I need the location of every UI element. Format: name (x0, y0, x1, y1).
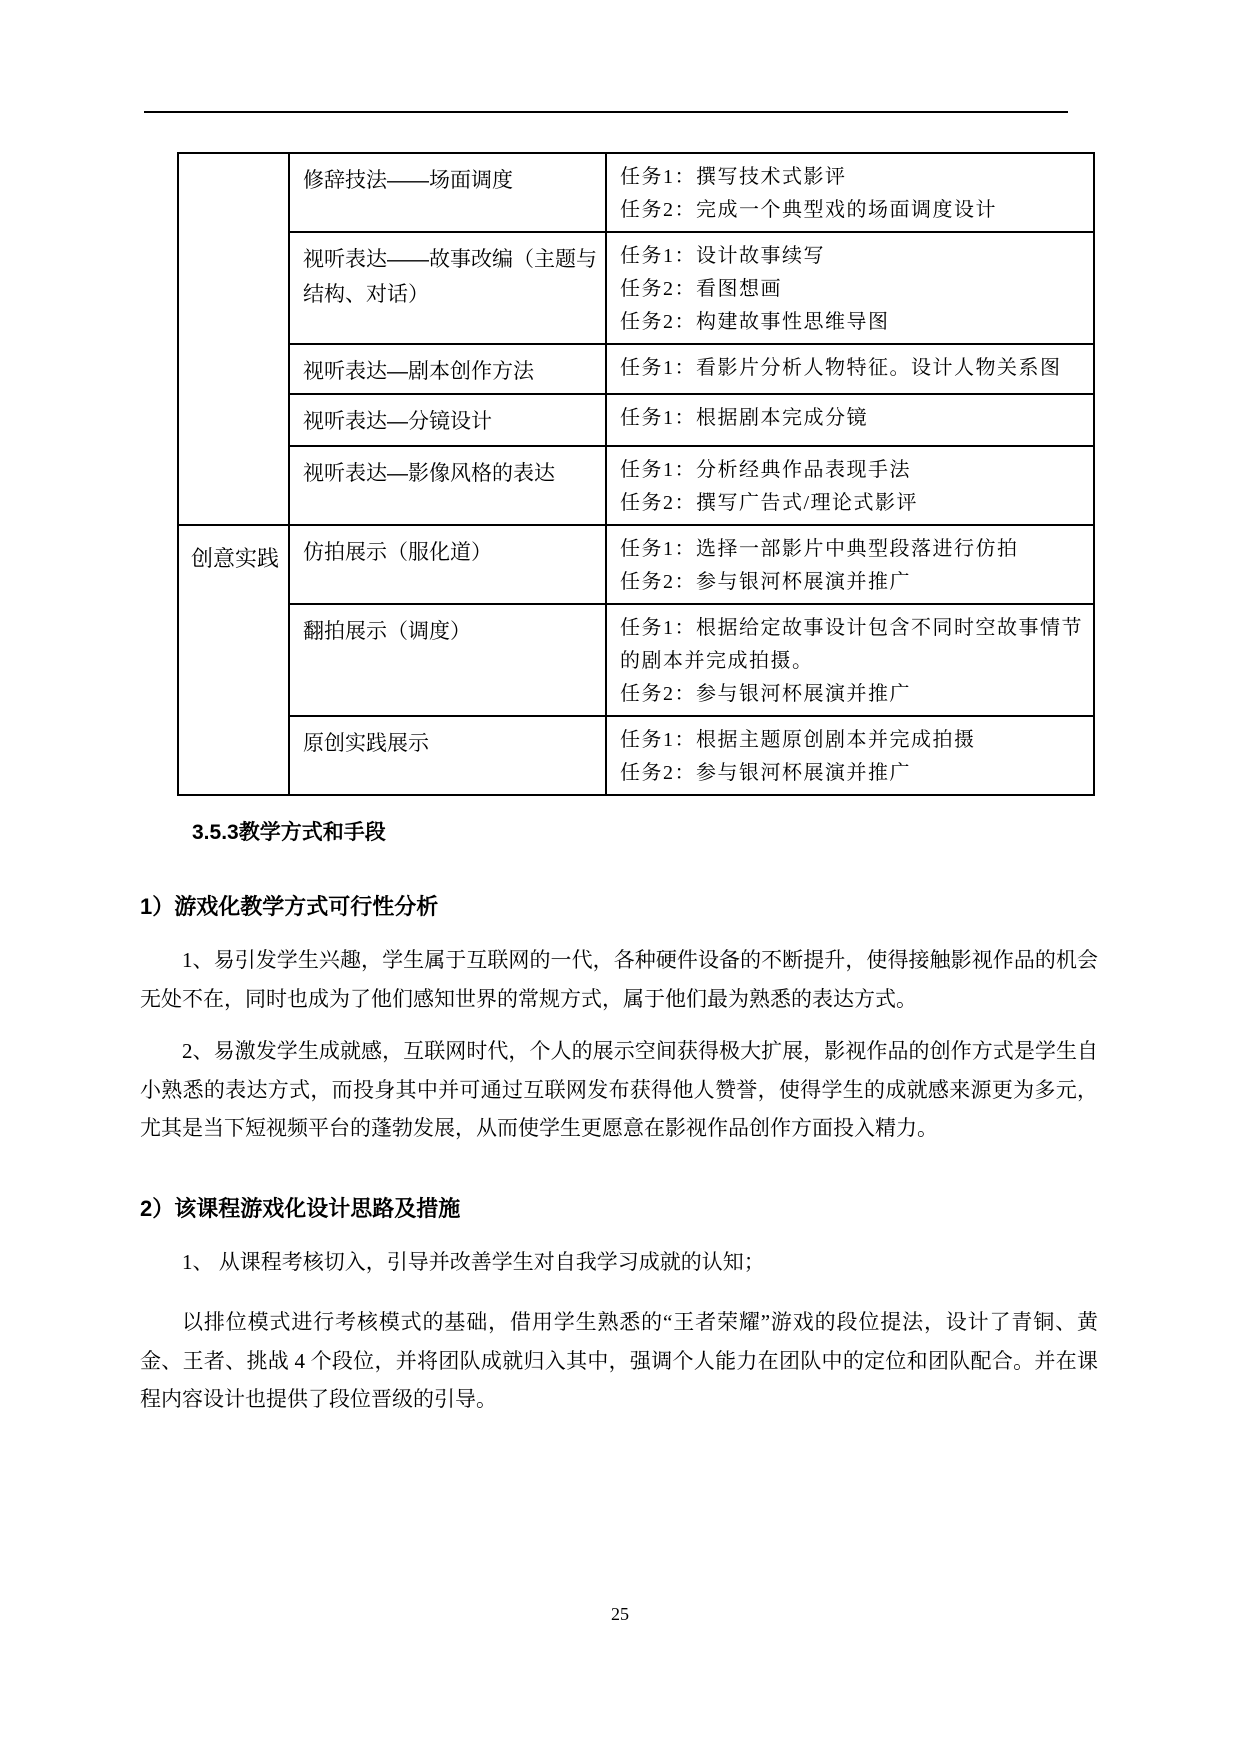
topic-cell (289, 446, 606, 525)
task-line: 任务2：构建故事性思维导图 (620, 311, 890, 333)
table-row (178, 446, 1094, 525)
task-line: 任务1：设计故事续写 (620, 245, 825, 267)
topic-cell (289, 394, 606, 446)
tasks-cell (606, 604, 1094, 716)
topic-cell (289, 716, 606, 795)
task-line: 任务1：选择一部影片中典型段落进行仿拍 (620, 538, 1019, 560)
section-2-paragraph-1: 1、 从课程考核切入，引导并改善学生对自我学习成就的认知； (182, 1249, 765, 1274)
task-line: 任务1：根据主题原创剧本并完成拍摄 (620, 729, 976, 751)
topic-label: 视听表达—剧本创作方法 (303, 360, 534, 383)
topic-label: 视听表达—影像风格的表达 (303, 462, 555, 485)
tasks-cell (606, 394, 1094, 446)
topic-cell (289, 232, 606, 344)
table-row (178, 232, 1094, 344)
tasks-cell (606, 344, 1094, 394)
topic-label: 修辞技法——场面调度 (303, 169, 513, 192)
task-line: 任务1：根据给定故事设计包含不同时空故事情节的剧本并完成拍摄。 (620, 617, 1083, 672)
tasks-cell (606, 525, 1094, 604)
table-row (178, 394, 1094, 446)
table-row (178, 344, 1094, 394)
section-1-heading: 1）游戏化教学方式可行性分析 (140, 894, 439, 919)
header-rule (144, 111, 1068, 113)
tasks-cell (606, 716, 1094, 795)
topic-cell (289, 604, 606, 716)
category-cell (178, 525, 289, 795)
topic-label: 视听表达——故事改编（主题与结构、对话） (303, 248, 597, 306)
page-number: 25 (611, 1604, 629, 1624)
section-2-paragraph-2: 以排位模式进行考核模式的基础，借用学生熟悉的“王者荣耀”游戏的段位提法，设计了青铜、黄金、王者、挑战 4 个段位，并将团队成就归入其中，强调个人能力在团队中的定位和团队配合。并在课程内容设计也提供了段位晋级的引导。 (140, 1310, 1098, 1411)
section-1-paragraph-1: 1、易引发学生兴趣，学生属于互联网的一代，各种硬件设备的不断提升，使得接触影视作品的机会无处不在，同时也成为了他们感知世界的常规方式，属于他们最为熟悉的表达方式。 (140, 948, 1098, 1011)
tasks-cell (606, 232, 1094, 344)
topic-label: 仿拍展示（服化道） (303, 541, 492, 564)
task-line: 任务1：根据剧本完成分镜 (620, 407, 868, 429)
task-line: 任务1：分析经典作品表现手法 (620, 459, 911, 481)
category-cell-empty (178, 153, 289, 525)
category-label: 创意实践 (191, 546, 280, 571)
section-heading-353: 3.5.3教学方式和手段 (192, 821, 386, 844)
topic-label: 翻拍展示（调度） (303, 620, 471, 643)
task-line: 任务2：参与银河杯展演并推广 (620, 571, 911, 593)
topic-label: 原创实践展示 (303, 732, 429, 755)
course-content-table (177, 152, 1095, 796)
task-line: 任务2：撰写广告式/理论式影评 (620, 492, 919, 514)
section-1-paragraph-2: 2、易激发学生成就感，互联网时代，个人的展示空间获得极大扩展，影视作品的创作方式是学生自小熟悉的表达方式，而投身其中并可通过互联网发布获得他人赞誉，使得学生的成就感来源更为多元，尤其是当下短视频平台的蓬勃发展，从而使学生更愿意在影视作品创作方面投入精力。 (140, 1039, 1098, 1140)
tasks-cell (606, 153, 1094, 232)
task-line: 任务1：看影片分析人物特征。设计人物关系图 (620, 357, 1062, 379)
task-line: 任务2：看图想画 (620, 278, 782, 300)
page-content (140, 152, 1098, 1419)
table-row (178, 716, 1094, 795)
topic-cell (289, 153, 606, 232)
topic-cell (289, 525, 606, 604)
topic-cell (289, 344, 606, 394)
task-line: 任务2：参与银河杯展演并推广 (620, 683, 911, 705)
task-line: 任务2：参与银河杯展演并推广 (620, 762, 911, 784)
topic-label: 视听表达—分镜设计 (303, 410, 492, 433)
tasks-cell (606, 446, 1094, 525)
task-line: 任务1：撰写技术式影评 (620, 166, 847, 188)
section-2-heading: 2）该课程游戏化设计思路及措施 (140, 1195, 461, 1221)
task-line: 任务2：完成一个典型戏的场面调度设计 (620, 199, 997, 221)
table-row (178, 153, 1094, 232)
table-row (178, 604, 1094, 716)
table-row (178, 525, 1094, 604)
